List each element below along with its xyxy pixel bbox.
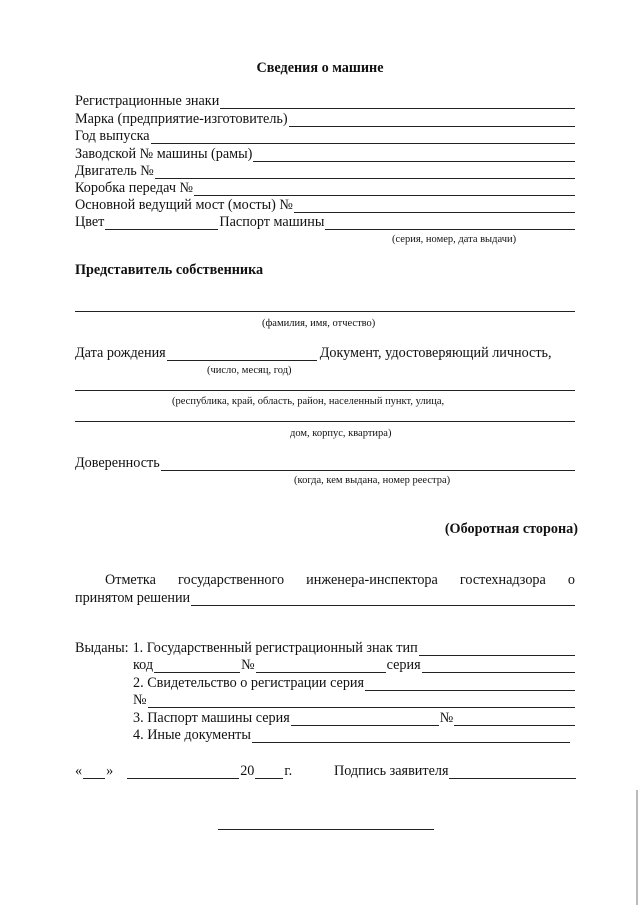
house-input-line[interactable] [75,421,575,422]
other-documents-input-line[interactable] [252,730,570,743]
proxy-input-line[interactable] [161,458,575,471]
color-input-line[interactable] [105,217,218,230]
decision-label: принятом решении [75,590,191,606]
field-code-number-series[interactable] [133,657,575,673]
month-input-line[interactable] [127,766,239,779]
field-certificate-number[interactable] [133,692,575,708]
year-prefix: 20 [240,763,255,779]
scan-edge [636,790,638,905]
field-color-passport[interactable] [75,214,575,230]
address-hint: (республика, край, область, район, населенный пункт, улица, [172,396,445,407]
input-line[interactable] [294,200,575,213]
field-manufacturer[interactable] [75,111,575,127]
code-input-line[interactable] [154,660,240,673]
address-input-line[interactable] [75,390,575,391]
field-gearbox-number[interactable] [75,180,575,196]
item1-label: 1. Государственный регистрационный знак тип [132,640,418,656]
signature-input-line[interactable] [449,766,576,779]
certificate-number-input-line[interactable] [148,695,575,708]
series-input-line[interactable] [422,660,575,673]
passport-series-input-line[interactable] [291,713,439,726]
input-line[interactable] [253,149,575,162]
field-certificate-series[interactable] [133,675,575,691]
field-decision[interactable] [75,590,575,606]
name-hint: (фамилия, имя, отчество) [262,318,376,329]
year-suffix: г. [284,763,293,779]
bottom-signature-line[interactable] [218,829,434,830]
field-label: Год выпуска [75,128,150,144]
series-label: серия [386,657,421,673]
field-birth-document[interactable] [75,345,575,361]
birth-label: Дата рождения [75,345,166,361]
field-label: Основной ведущий мост (мосты) № [75,197,293,213]
field-label: Регистрационные знаки [75,93,220,109]
date-field[interactable] [75,763,292,779]
field-label: Коробка передач № [75,180,194,196]
input-line[interactable] [220,96,575,109]
number-input-line[interactable] [256,660,386,673]
inspector-mark-line: Отметка государственного инженера-инспектора гостехнадзора о [105,572,575,588]
house-hint: дом, корпус, квартира) [290,428,392,439]
signature-label: Подпись заявителя [334,763,449,779]
decision-input-line[interactable] [191,593,575,606]
field-proxy[interactable] [75,455,575,471]
year-input-line[interactable] [255,766,283,779]
date-hint: (число, месяц, год) [207,365,292,376]
field-other-documents[interactable] [133,727,570,743]
field-registration-plates[interactable] [75,93,575,109]
number-sign: № [133,692,147,708]
day-input-line[interactable] [83,766,105,779]
number-sign: № [241,657,255,673]
quote-close: » [106,763,114,779]
field-year[interactable] [75,128,575,144]
input-line[interactable] [151,131,575,144]
field-frame-number[interactable] [75,146,575,162]
item2-label: 2. Свидетельство о регистрации серия [133,675,365,691]
field-label: Марка (предприятие-изготовитель) [75,111,288,127]
passport-number-input-line[interactable] [454,713,575,726]
machine-section-title: Сведения о машине [256,60,384,76]
representative-title: Представитель собственника [75,262,264,278]
certificate-series-input-line[interactable] [365,678,575,691]
color-label: Цвет [75,214,105,230]
proxy-label: Доверенность [75,455,160,471]
field-label: Двигатель № [75,163,154,179]
field-engine-number[interactable] [75,163,575,179]
item4-label: 4. Иные документы [133,727,251,743]
field-passport-series-number[interactable] [133,710,575,726]
proxy-hint: (когда, кем выдана, номер реестра) [294,475,451,486]
issued-label: Выданы: [75,640,129,656]
quote-open: « [75,763,83,779]
plate-type-input-line[interactable] [419,643,575,656]
item3-label: 3. Паспорт машины серия [133,710,290,726]
passport-hint: (серия, номер, дата выдачи) [392,234,517,245]
input-line[interactable] [289,114,575,127]
passport-label: Паспорт машины [219,214,325,230]
document-label: Документ, удостоверяющий личность, [319,345,552,361]
number-sign: № [439,710,454,726]
field-drive-axle-number[interactable] [75,197,575,213]
passport-input-line[interactable] [325,217,575,230]
input-line[interactable] [155,166,575,179]
code-label: код [133,657,154,673]
input-line[interactable] [194,183,575,196]
birth-input-line[interactable] [167,348,317,361]
name-input-line[interactable] [75,311,575,312]
signature-field[interactable] [334,763,576,779]
reverse-side-title: (Оборотная сторона) [444,521,578,537]
field-plate-type[interactable] [75,640,575,656]
field-label: Заводской № машины (рамы) [75,146,253,162]
